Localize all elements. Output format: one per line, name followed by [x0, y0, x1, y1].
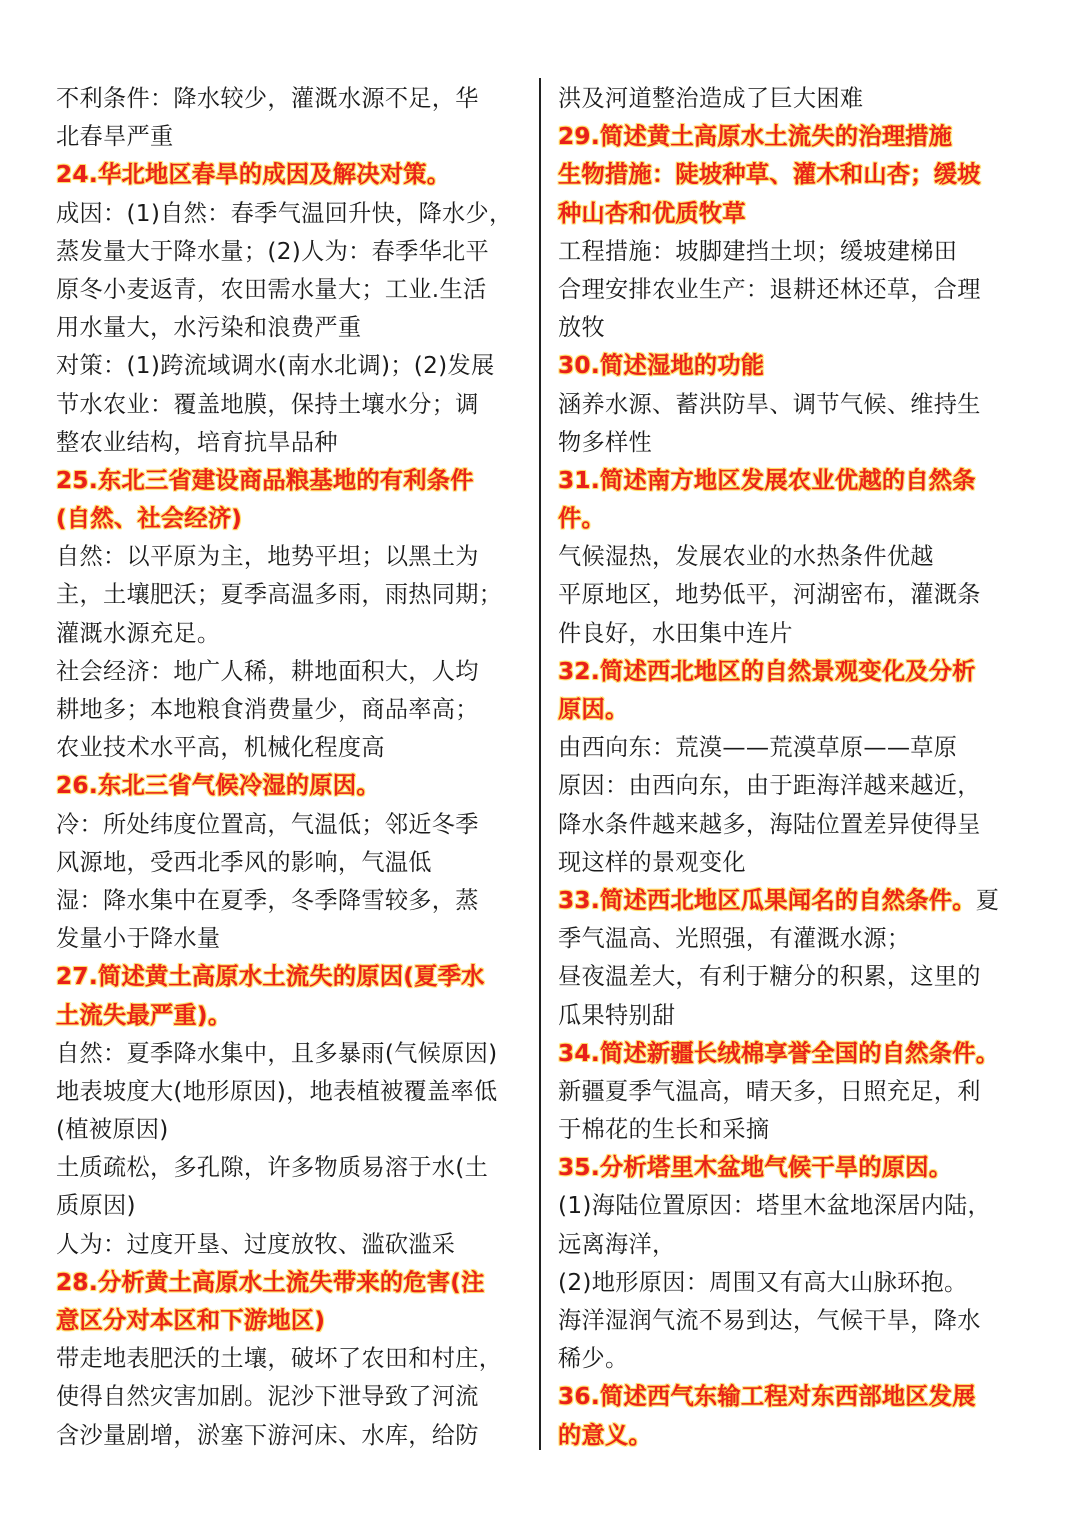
body-text-line: 由西向东：荒漠——荒漠草原——草原 [558, 734, 958, 762]
question-heading-line: 意区分对本区和下游地区) [56, 1307, 326, 1334]
body-text-line: 稀少。 [558, 1345, 629, 1373]
question-heading-line: 35.分析塔里木盆地气候干旱的原因。 [558, 1154, 953, 1182]
body-text-line: 湿：降水集中在夏季，冬季降雪较多，蒸 [56, 886, 479, 914]
body-text-line: (植被原因) [56, 1116, 169, 1144]
body-text-line: 瓜果特别甜 [558, 1001, 676, 1029]
body-text-line: 放牧 [558, 314, 605, 342]
body-text-line: 自然：夏季降水集中，且多暴雨(气候原因) [56, 1039, 498, 1067]
body-text-line: (2)地形原因：周围又有高大山脉环抱。 [558, 1268, 968, 1296]
body-text-line: 件良好，水田集中连片 [558, 619, 793, 647]
body-text-line: 灌溉水源充足。 [56, 619, 221, 647]
body-text-segment: 夏 [975, 886, 1000, 914]
body-text-line: 昼夜温差大，有利于糖分的积累，这里的 [558, 963, 981, 991]
body-text-line: 自然：以平原为主，地势平坦；以黑土为 [56, 543, 479, 571]
question-heading-line: 31.简述南方地区发展农业优越的自然条 [558, 466, 976, 494]
body-text-line: 原因：由西向东，由于距海洋越来越近， [558, 772, 981, 800]
body-text-line: 远离海洋， [558, 1230, 676, 1258]
body-text-line: 主，土壤肥沃；夏季高温多雨，雨热同期； [56, 581, 503, 609]
body-text-line: 平原地区，地势低平，河湖密布，灌溉条 [558, 581, 981, 609]
body-text-line: 节水农业：覆盖地膜，保持土壤水分；调 [56, 390, 479, 418]
body-text-line: 现这样的景观变化 [558, 848, 746, 876]
right-column [558, 80, 1028, 1455]
body-text-line: 新疆夏季气温高，晴天多，日照充足，利 [558, 1077, 981, 1105]
body-text-line: 冷：所处纬度位置高，气温低；邻近冬季 [56, 810, 479, 838]
question-heading-line: 36.简述西气东输工程对东西部地区发展 [558, 1383, 976, 1411]
left-column [56, 80, 526, 1455]
question-heading-segment: 33.简述西北地区瓜果闻名的自然条件。 [558, 886, 976, 914]
body-text-line: 工程措施：坡脚建挡土坝；缓坡建梯田 [558, 237, 958, 265]
body-text-line: 对策：(1)跨流域调水(南水北调)；(2)发展 [56, 352, 495, 380]
question-heading-line: 30.简述湿地的功能 [558, 352, 765, 380]
column-divider [539, 78, 541, 1450]
question-heading-line: 原因。 [558, 696, 629, 723]
body-text-line: 带走地表肥沃的土壤，破坏了农田和村庄， [56, 1345, 503, 1373]
body-text-line: 蒸发量大于降水量；(2)人为：春季华北平 [56, 237, 490, 265]
mixed-text-line [558, 882, 1028, 920]
question-heading-line: (自然、社会经济) [56, 505, 243, 533]
question-heading-line: 种山杏和优质牧草 [558, 199, 746, 227]
body-text-line: 成因：(1)自然：春季气温回升快，降水少， [56, 199, 513, 227]
body-text-line: 社会经济：地广人稀，耕地面积大，人均 [56, 657, 479, 685]
body-text-line: 用水量大，水污染和浪费严重 [56, 314, 362, 342]
body-text-line: 不利条件：降水较少，灌溉水源不足，华 [56, 85, 479, 112]
body-text-line: 土质疏松，多孔隙，许多物质易溶于水(土 [56, 1154, 489, 1182]
question-heading-line: 28.分析黄土高原水土流失带来的危害(注 [56, 1268, 485, 1296]
body-text-line: (1)海陆位置原因：塔里木盆地深居内陆， [558, 1192, 992, 1220]
question-heading-line: 土流失最严重)。 [56, 1001, 232, 1029]
body-text-line: 人为：过度开垦、过度放牧、滥砍滥采 [56, 1230, 456, 1258]
question-heading-line: 25.东北三省建设商品粮基地的有利条件 [56, 466, 474, 494]
question-heading-line: 24.华北地区春旱的成因及解决对策。 [56, 161, 451, 189]
body-text-line: 降水条件越来越多，海陆位置差异使得呈 [558, 810, 981, 838]
body-text-line: 质原因) [56, 1192, 136, 1220]
body-text-line: 季气温高、光照强，有灌溉水源； [558, 925, 911, 953]
question-heading-line: 26.东北三省气候冷湿的原因。 [56, 772, 380, 800]
question-heading-line: 件。 [558, 505, 605, 533]
body-text-line: 整农业结构，培育抗旱品种 [56, 428, 338, 456]
question-heading-line: 生物措施：陡坡种草、灌木和山杏；缓坡 [558, 161, 981, 189]
body-text-line: 涵养水源、蓄洪防旱、调节气候、维持生 [558, 390, 981, 418]
question-heading-line: 27.简述黄土高原水土流失的原因(夏季水 [56, 963, 485, 991]
body-text-line: 发量小于降水量 [56, 925, 221, 953]
body-text-line: 农业技术水平高，机械化程度高 [56, 734, 385, 762]
body-text-line: 含沙量剧增，淤塞下游河床、水库，给防 [56, 1421, 479, 1449]
body-text-line: 耕地多；本地粮食消费量少，商品率高； [56, 696, 479, 723]
body-text-line: 合理安排农业生产：退耕还林还草，合理 [558, 275, 981, 303]
question-heading-line: 34.简述新疆长绒棉享誉全国的自然条件。 [558, 1039, 1000, 1067]
question-heading-line: 的意义。 [558, 1421, 652, 1449]
body-text-line: 北春旱严重 [56, 123, 174, 151]
body-text-line: 使得自然灾害加剧。泥沙下泄导致了河流 [56, 1383, 479, 1411]
body-text-line: 洪及河道整治造成了巨大困难 [558, 85, 864, 112]
body-text-line: 气候湿热，发展农业的水热条件优越 [558, 543, 934, 571]
body-text-line: 海洋湿润气流不易到达，气候干旱，降水 [558, 1307, 981, 1334]
body-text-line: 物多样性 [558, 428, 652, 456]
body-text-line: 风源地，受西北季风的影响，气温低 [56, 848, 432, 876]
body-text-line: 于棉花的生长和采摘 [558, 1116, 770, 1144]
body-text-line: 地表坡度大(地形原因)，地表植被覆盖率低 [56, 1077, 498, 1105]
body-text-line: 原冬小麦返青，农田需水量大；工业.生活 [56, 275, 487, 303]
question-heading-line: 32.简述西北地区的自然景观变化及分析 [558, 657, 976, 685]
question-heading-line: 29.简述黄土高原水土流失的治理措施 [558, 123, 953, 151]
